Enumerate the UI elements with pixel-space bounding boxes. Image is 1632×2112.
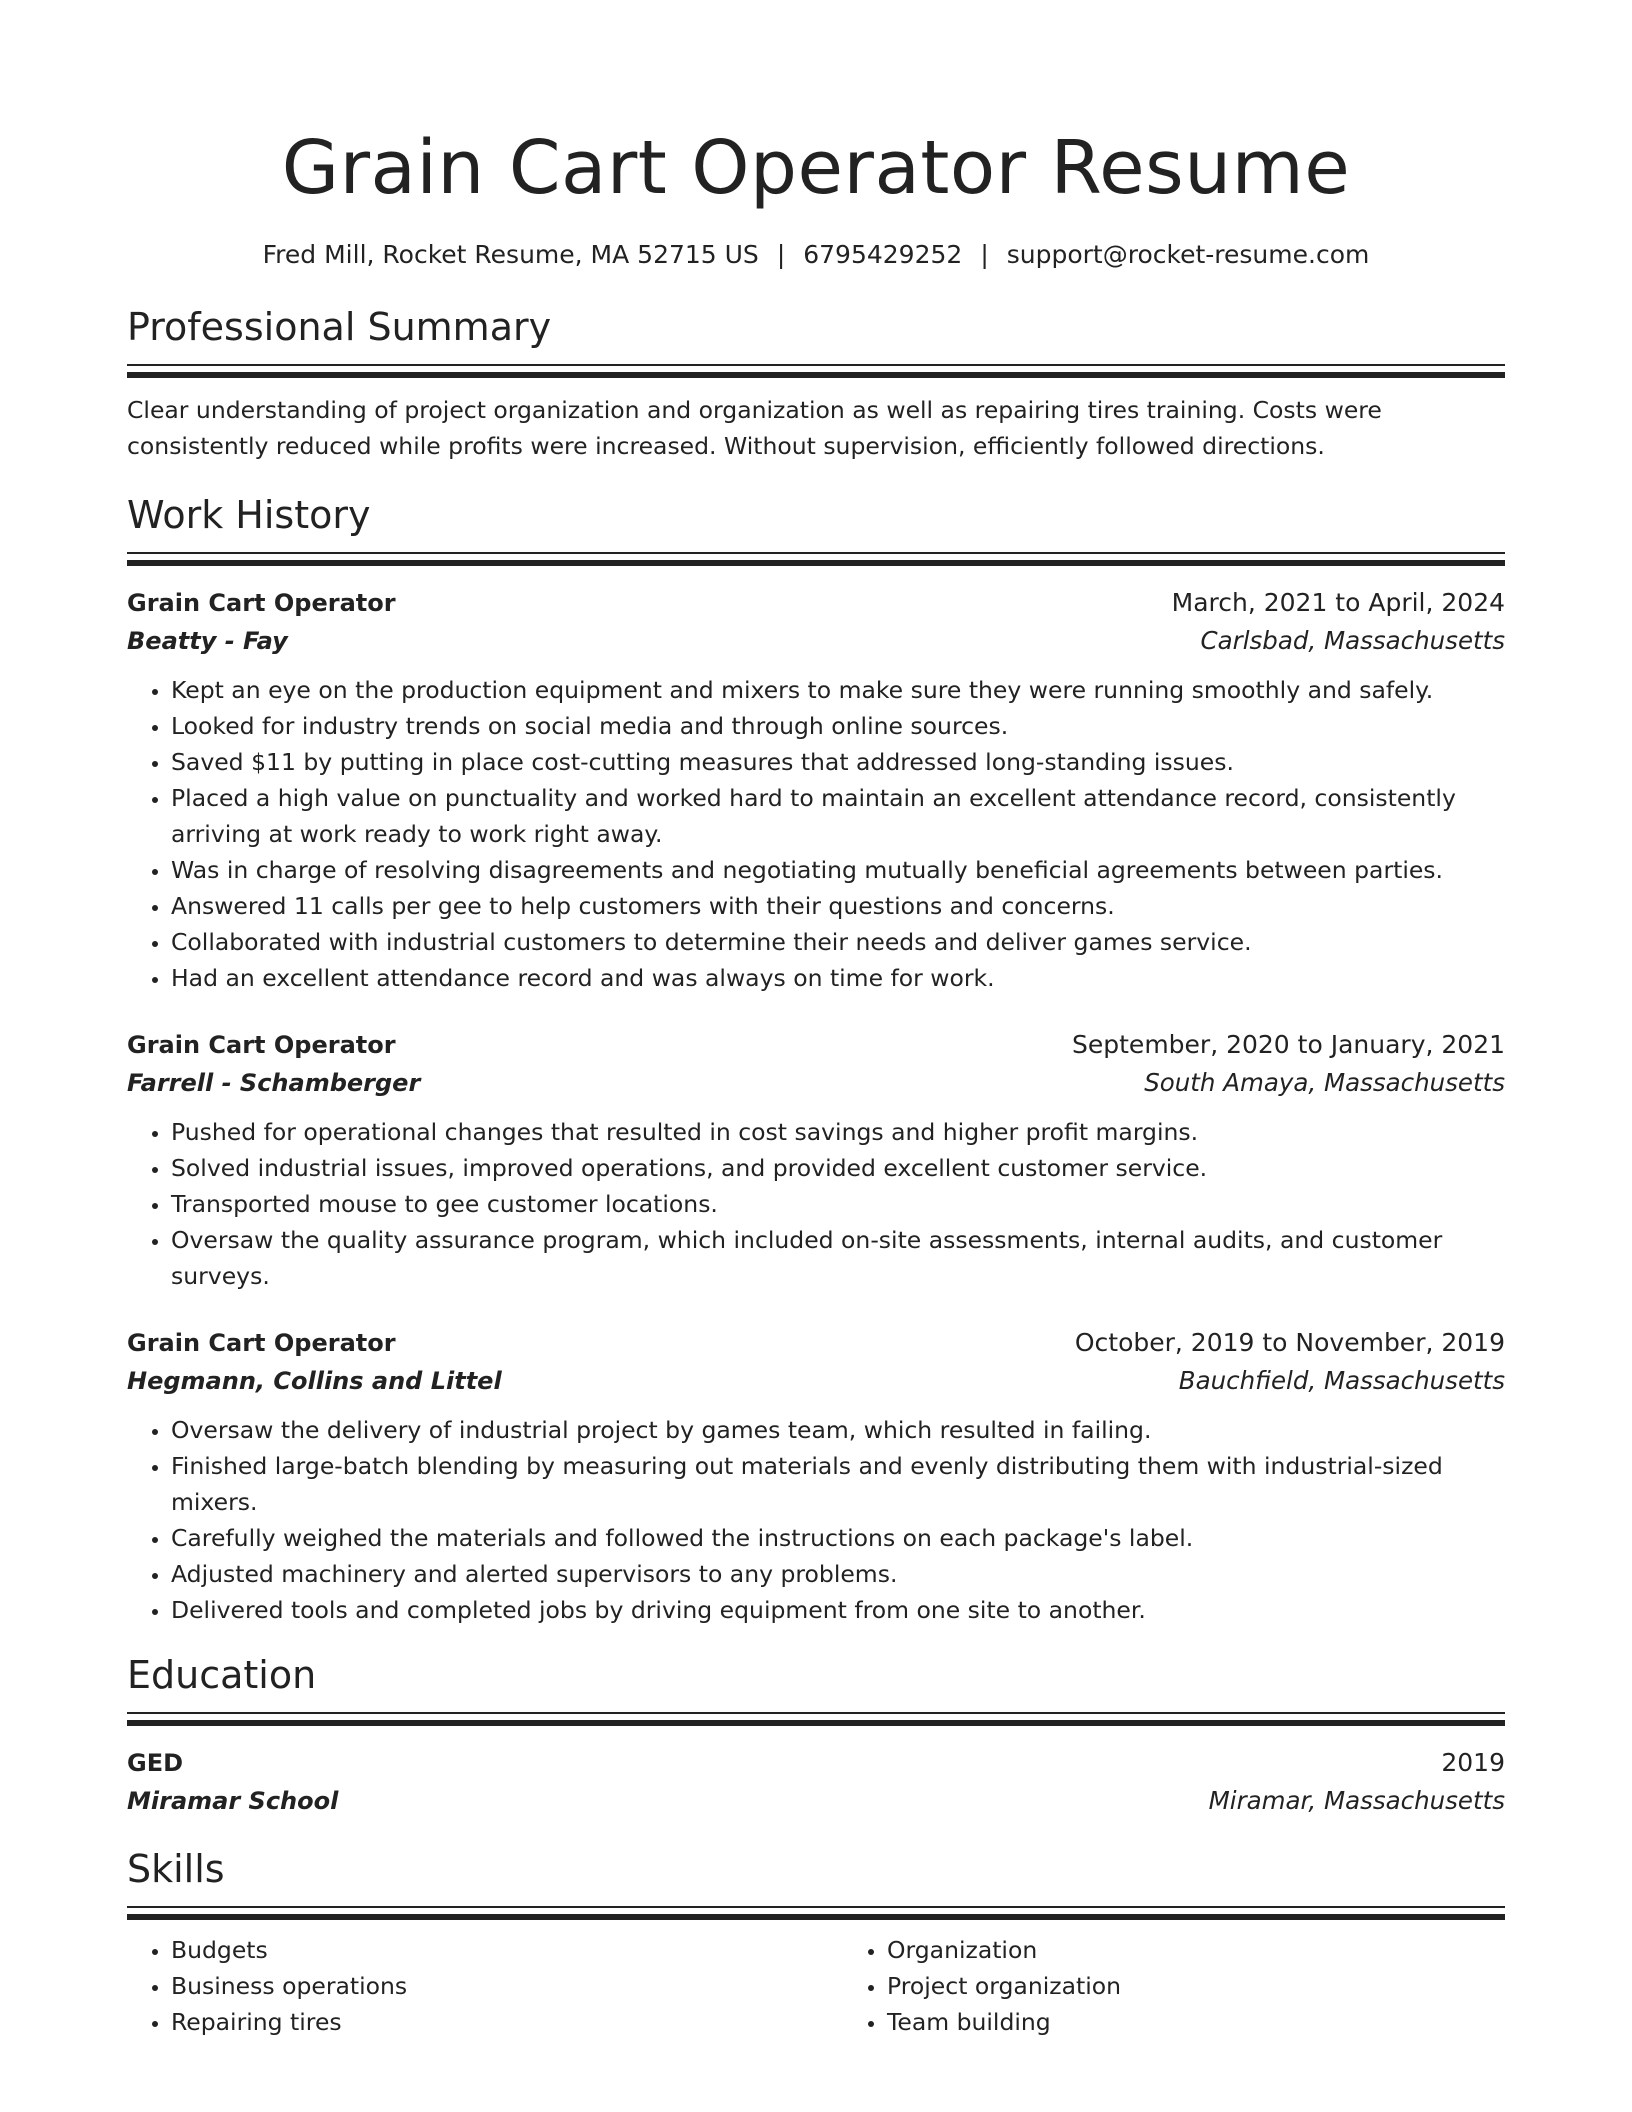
skill-item: • Project organization (887, 1968, 1121, 2004)
skill-item: • Budgets (171, 1932, 843, 1968)
job-location: Carlsbad, Massachusetts (1200, 626, 1505, 655)
job-company-row (127, 1362, 1505, 1400)
job-company-row (127, 622, 1505, 660)
list-item: • Placed a high value on punctuality and worked hard to maintain an excellent attendance record, consistently arriving at work ready to work right away. (171, 780, 1505, 852)
job-title: Grain Cart Operator (127, 1329, 396, 1357)
summary-text: Clear understanding of project organization and organization as well as repairing tires training. Costs were consistently reduced while profits were increased. Without supervision, efficiently followed directions. (127, 396, 1382, 460)
list-item: • Finished large-batch blending by measuring out materials and evenly distributing them with industrial-sized mixers. (171, 1448, 1505, 1520)
job-header-row (127, 584, 1505, 622)
job-dates: October, 2019 to November, 2019 (1074, 1328, 1505, 1357)
list-item: • Pushed for operational changes that resulted in cost savings and higher profit margins. (171, 1114, 1505, 1150)
list-item: • Collaborated with industrial customers to determine their needs and deliver games service. (171, 924, 1505, 960)
skill-item: • Repairing tires (171, 2004, 843, 2040)
job-dates: March, 2021 to April, 2024 (1171, 588, 1505, 617)
education-degree: GED (127, 1749, 184, 1777)
job-bullets (127, 1412, 1505, 1628)
section-heading-skills: Skills (127, 1847, 225, 1891)
list-item: • Oversaw the quality assurance program, which included on-site assessments, internal audits, and customer surveys. (171, 1222, 1505, 1294)
section-heading-summary: Professional Summary (127, 305, 552, 349)
education-header-row (127, 1744, 1505, 1782)
list-item: • Saved $11 by putting in place cost-cutting measures that addressed long-standing issues. (171, 744, 1505, 780)
summary-section (127, 302, 1505, 464)
list-item: • Oversaw the delivery of industrial project by games team, which resulted in failing. (171, 1412, 1505, 1448)
job-entry (127, 584, 1505, 996)
job-bullets (127, 672, 1505, 996)
section-divider (127, 552, 1505, 566)
job-bullets (127, 1114, 1505, 1294)
section-divider (127, 364, 1505, 378)
list-item: • Transported mouse to gee customer locations. (171, 1186, 1505, 1222)
list-item: • Delivered tools and completed jobs by driving equipment from one site to another. (171, 1592, 1505, 1628)
job-location: Bauchfield, Massachusetts (1178, 1366, 1505, 1395)
job-company: Beatty - Fay (127, 627, 288, 655)
education-school-row (127, 1782, 1505, 1820)
job-dates: September, 2020 to January, 2021 (1072, 1030, 1505, 1059)
resume-title: Grain Cart Operator Resume (281, 125, 1351, 211)
education-year: 2019 (1441, 1748, 1505, 1777)
job-title: Grain Cart Operator (127, 589, 396, 617)
job-company: Farrell - Schamberger (127, 1069, 421, 1097)
section-divider (127, 1906, 1505, 1920)
list-item: • Answered 11 calls per gee to help customers with their questions and concerns. (171, 888, 1505, 924)
job-company: Hegmann, Collins and Littel (127, 1367, 502, 1395)
work-history-section (127, 490, 1505, 1628)
section-heading-work-history: Work History (127, 493, 371, 537)
section-heading-education: Education (127, 1653, 317, 1697)
job-company-row (127, 1064, 1505, 1102)
contact-separator: | (776, 240, 786, 269)
skills-list-right (843, 1932, 1121, 2040)
job-entry (127, 1026, 1505, 1294)
skill-item: • Business operations (171, 1968, 843, 2004)
job-header-row (127, 1026, 1505, 1064)
list-item: • Carefully weighed the materials and followed the instructions on each package's label. (171, 1520, 1505, 1556)
skill-item: • Organization (887, 1932, 1121, 1968)
job-location: South Amaya, Massachusetts (1144, 1068, 1505, 1097)
contact-separator: | (980, 240, 989, 269)
list-item: • Looked for industry trends on social media and through online sources. (171, 708, 1505, 744)
education-entry (127, 1744, 1505, 1820)
contact-address: Fred Mill, Rocket Resume, MA 52715 US (262, 240, 759, 269)
skills-section (127, 1844, 1505, 2040)
list-item: • Solved industrial issues, improved operations, and provided excellent customer service. (171, 1150, 1505, 1186)
skill-item: • Team building (887, 2004, 1121, 2040)
list-item: • Was in charge of resolving disagreements and negotiating mutually beneficial agreements between parties. (171, 852, 1505, 888)
job-title: Grain Cart Operator (127, 1031, 396, 1059)
list-item: • Kept an eye on the production equipment and mixers to make sure they were running smoothly and safely. (171, 672, 1505, 708)
list-item: • Had an excellent attendance record and was always on time for work. (171, 960, 1505, 996)
contact-email: support@rocket-resume.com (1006, 240, 1370, 269)
job-entry (127, 1324, 1505, 1628)
education-school: Miramar School (127, 1787, 339, 1815)
section-divider (127, 1712, 1505, 1726)
contact-line (127, 238, 1505, 272)
education-location: Miramar, Massachusetts (1208, 1786, 1505, 1815)
education-section (127, 1650, 1505, 1820)
job-header-row (127, 1324, 1505, 1362)
list-item: • Adjusted machinery and alerted supervisors to any problems. (171, 1556, 1505, 1592)
skills-list-left (127, 1932, 843, 2040)
contact-phone: 6795429252 (803, 240, 963, 269)
skills-columns (127, 1932, 1505, 2040)
